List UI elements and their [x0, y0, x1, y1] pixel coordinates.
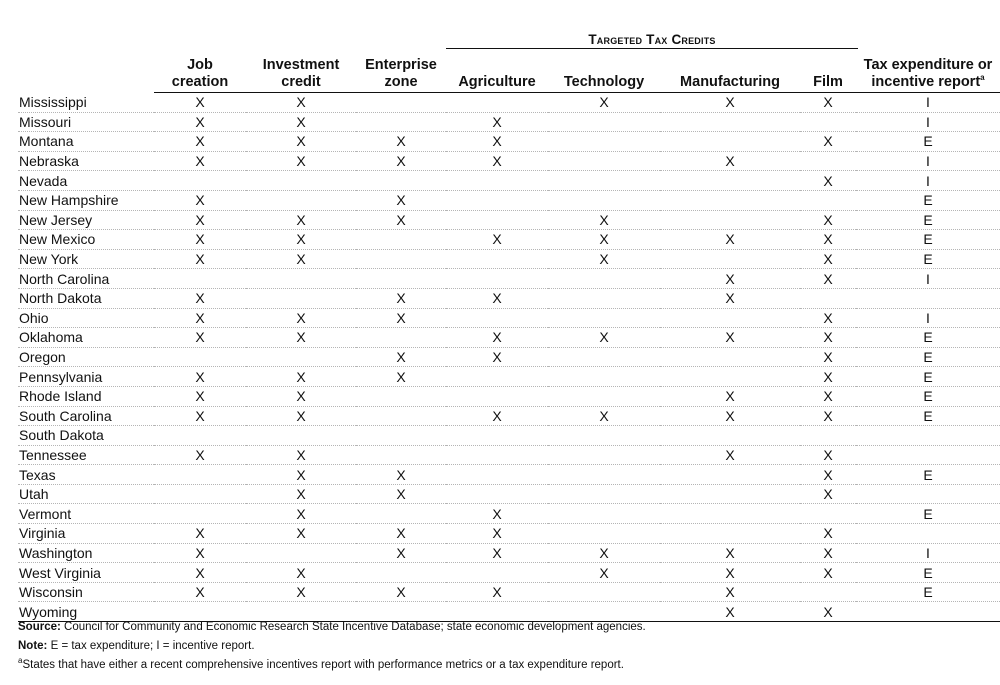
cell-manufacturing — [660, 426, 800, 446]
cell-enterprise-zone: X — [356, 190, 446, 210]
table-row — [18, 210, 1000, 230]
table-row — [18, 112, 1000, 132]
state-name-cell: Nebraska — [18, 151, 154, 171]
cell-report: I — [856, 543, 1000, 563]
cell-technology — [548, 367, 660, 387]
cell-investment-credit: X — [246, 132, 356, 152]
cell-enterprise-zone — [356, 93, 446, 113]
cell-manufacturing — [660, 210, 800, 230]
cell-enterprise-zone — [356, 328, 446, 348]
cell-investment-credit: X — [246, 210, 356, 230]
cell-technology: X — [548, 210, 660, 230]
state-name-cell: New Mexico — [18, 230, 154, 250]
cell-technology — [548, 308, 660, 328]
cell-report: I — [856, 93, 1000, 113]
legend-note — [18, 637, 988, 656]
cell-film: X — [800, 132, 856, 152]
state-name-cell: Ohio — [18, 308, 154, 328]
cell-job-creation — [154, 426, 246, 446]
cell-film: X — [800, 230, 856, 250]
cell-manufacturing: X — [660, 230, 800, 250]
cell-job-creation: X — [154, 230, 246, 250]
footnote — [18, 656, 988, 675]
cell-technology — [548, 347, 660, 367]
cell-enterprise-zone — [356, 269, 446, 289]
cell-agriculture: X — [446, 582, 548, 602]
cell-agriculture — [446, 308, 548, 328]
cell-report: E — [856, 347, 1000, 367]
cell-technology — [548, 151, 660, 171]
cell-technology: X — [548, 543, 660, 563]
cell-report: I — [856, 269, 1000, 289]
cell-job-creation: X — [154, 308, 246, 328]
header-job-creation — [154, 55, 246, 93]
cell-job-creation: X — [154, 386, 246, 406]
cell-film: X — [800, 484, 856, 504]
cell-manufacturing: X — [660, 93, 800, 113]
cell-agriculture: X — [446, 504, 548, 524]
cell-job-creation — [154, 504, 246, 524]
header-report-line1: Tax expenditure or — [863, 57, 993, 73]
state-name-cell: Tennessee — [18, 445, 154, 465]
cell-technology — [548, 112, 660, 132]
cell-investment-credit: X — [246, 328, 356, 348]
table-row — [18, 563, 1000, 583]
cell-job-creation — [154, 484, 246, 504]
cell-technology — [548, 504, 660, 524]
state-name-cell: Vermont — [18, 504, 154, 524]
cell-job-creation — [154, 465, 246, 485]
state-name-cell: Montana — [18, 132, 154, 152]
cell-agriculture — [446, 465, 548, 485]
footnote-text: States that have either a recent comprehensive incentives report with performance metrics or a tax expenditure report. — [22, 659, 624, 671]
cell-job-creation: X — [154, 543, 246, 563]
table-row — [18, 151, 1000, 171]
cell-manufacturing — [660, 504, 800, 524]
cell-report: E — [856, 386, 1000, 406]
source-label: Source: — [18, 621, 61, 633]
cell-manufacturing — [660, 171, 800, 191]
cell-investment-credit: X — [246, 563, 356, 583]
cell-job-creation: X — [154, 328, 246, 348]
cell-enterprise-zone — [356, 426, 446, 446]
header-job-creation-line1: Job — [187, 57, 213, 73]
table-row — [18, 190, 1000, 210]
state-name-cell: New Jersey — [18, 210, 154, 230]
cell-manufacturing: X — [660, 288, 800, 308]
cell-film: X — [800, 406, 856, 426]
state-name-cell: South Dakota — [18, 426, 154, 446]
cell-film: X — [800, 602, 856, 622]
cell-film: X — [800, 543, 856, 563]
state-name-cell: Rhode Island — [18, 386, 154, 406]
cell-report — [856, 484, 1000, 504]
cell-investment-credit: X — [246, 367, 356, 387]
cell-job-creation: X — [154, 112, 246, 132]
state-name-cell: West Virginia — [18, 563, 154, 583]
source-text: Council for Community and Economic Research State Incentive Database; state economic development agencies. — [60, 621, 646, 633]
header-report — [856, 55, 1000, 93]
cell-technology: X — [548, 406, 660, 426]
cell-manufacturing — [660, 347, 800, 367]
cell-investment-credit — [246, 190, 356, 210]
header-job-creation-line2: creation — [171, 74, 229, 90]
cell-agriculture — [446, 210, 548, 230]
cell-manufacturing — [660, 367, 800, 387]
table-row — [18, 426, 1000, 446]
table-row — [18, 504, 1000, 524]
cell-enterprise-zone: X — [356, 367, 446, 387]
state-name-cell: Mississippi — [18, 93, 154, 113]
note-label: Note: — [18, 640, 48, 652]
table-row — [18, 445, 1000, 465]
cell-manufacturing: X — [660, 406, 800, 426]
cell-report: I — [856, 151, 1000, 171]
header-technology: Technology — [548, 55, 660, 93]
cell-agriculture: X — [446, 112, 548, 132]
cell-technology — [548, 426, 660, 446]
cell-enterprise-zone: X — [356, 484, 446, 504]
table-header-row — [18, 55, 1000, 93]
table-row — [18, 328, 1000, 348]
table-row — [18, 347, 1000, 367]
cell-enterprise-zone: X — [356, 210, 446, 230]
cell-agriculture: X — [446, 524, 548, 544]
cell-investment-credit — [246, 543, 356, 563]
state-name-cell: Texas — [18, 465, 154, 485]
source-note — [18, 618, 988, 637]
header-enterprise-zone-line2: zone — [384, 74, 418, 90]
cell-film — [800, 151, 856, 171]
cell-report: E — [856, 504, 1000, 524]
cell-manufacturing: X — [660, 543, 800, 563]
cell-report: E — [856, 406, 1000, 426]
cell-film: X — [800, 171, 856, 191]
cell-film — [800, 190, 856, 210]
cell-technology — [548, 171, 660, 191]
state-name-cell: Missouri — [18, 112, 154, 132]
cell-report: I — [856, 171, 1000, 191]
cell-enterprise-zone — [356, 563, 446, 583]
cell-film: X — [800, 524, 856, 544]
cell-job-creation: X — [154, 524, 246, 544]
cell-agriculture: X — [446, 406, 548, 426]
cell-investment-credit: X — [246, 112, 356, 132]
cell-report — [856, 524, 1000, 544]
table-row — [18, 93, 1000, 113]
cell-manufacturing: X — [660, 151, 800, 171]
cell-investment-credit: X — [246, 386, 356, 406]
cell-investment-credit: X — [246, 151, 356, 171]
cell-agriculture — [446, 190, 548, 210]
cell-manufacturing — [660, 190, 800, 210]
cell-agriculture — [446, 171, 548, 191]
cell-investment-credit — [246, 269, 356, 289]
cell-manufacturing: X — [660, 328, 800, 348]
cell-agriculture — [446, 445, 548, 465]
table-row — [18, 543, 1000, 563]
cell-manufacturing — [660, 132, 800, 152]
header-report-line2: incentive report — [871, 74, 981, 90]
table-row — [18, 484, 1000, 504]
cell-film — [800, 582, 856, 602]
cell-agriculture — [446, 484, 548, 504]
cell-manufacturing: X — [660, 386, 800, 406]
header-investment-credit-line2: credit — [281, 74, 321, 90]
cell-job-creation — [154, 347, 246, 367]
cell-film — [800, 504, 856, 524]
cell-agriculture — [446, 249, 548, 269]
cell-manufacturing: X — [660, 582, 800, 602]
cell-film: X — [800, 465, 856, 485]
cell-agriculture — [446, 367, 548, 387]
cell-job-creation: X — [154, 210, 246, 230]
cell-manufacturing — [660, 112, 800, 132]
targeted-tax-credits-header: Targeted Tax Credits — [588, 32, 716, 47]
cell-job-creation — [154, 269, 246, 289]
cell-investment-credit: X — [246, 504, 356, 524]
cell-report: E — [856, 582, 1000, 602]
cell-film: X — [800, 367, 856, 387]
cell-report — [856, 445, 1000, 465]
cell-job-creation — [154, 171, 246, 191]
cell-report: E — [856, 210, 1000, 230]
cell-investment-credit — [246, 347, 356, 367]
cell-enterprise-zone: X — [356, 288, 446, 308]
cell-investment-credit: X — [246, 93, 356, 113]
cell-report: E — [856, 190, 1000, 210]
cell-technology — [548, 190, 660, 210]
header-report-line2-wrap — [856, 74, 1000, 91]
table-row — [18, 465, 1000, 485]
cell-report: E — [856, 563, 1000, 583]
table-row — [18, 288, 1000, 308]
header-state — [18, 55, 154, 93]
cell-film: X — [800, 249, 856, 269]
cell-job-creation: X — [154, 132, 246, 152]
cell-enterprise-zone — [356, 406, 446, 426]
state-name-cell: Wyoming — [18, 602, 154, 622]
state-name-cell: Oregon — [18, 347, 154, 367]
cell-technology — [548, 524, 660, 544]
header-report-footnote-marker: a — [980, 73, 985, 83]
cell-investment-credit: X — [246, 406, 356, 426]
cell-report: I — [856, 308, 1000, 328]
cell-technology: X — [548, 249, 660, 269]
cell-manufacturing: X — [660, 602, 800, 622]
state-name-cell: Nevada — [18, 171, 154, 191]
cell-enterprise-zone: X — [356, 347, 446, 367]
table-row — [18, 132, 1000, 152]
header-enterprise-zone-line1: Enterprise — [365, 57, 437, 73]
cell-investment-credit: X — [246, 524, 356, 544]
cell-investment-credit — [246, 171, 356, 191]
cell-enterprise-zone — [356, 171, 446, 191]
cell-film: X — [800, 563, 856, 583]
header-enterprise-zone — [356, 55, 446, 93]
cell-agriculture — [446, 93, 548, 113]
cell-film: X — [800, 93, 856, 113]
state-name-cell: Wisconsin — [18, 582, 154, 602]
table-row — [18, 367, 1000, 387]
cell-investment-credit: X — [246, 582, 356, 602]
cell-job-creation: X — [154, 288, 246, 308]
cell-investment-credit — [246, 288, 356, 308]
cell-investment-credit: X — [246, 249, 356, 269]
cell-technology: X — [548, 563, 660, 583]
cell-agriculture: X — [446, 288, 548, 308]
cell-enterprise-zone: X — [356, 543, 446, 563]
cell-agriculture: X — [446, 151, 548, 171]
cell-technology — [548, 445, 660, 465]
cell-technology — [548, 582, 660, 602]
cell-enterprise-zone: X — [356, 132, 446, 152]
state-name-cell: Oklahoma — [18, 328, 154, 348]
cell-manufacturing — [660, 308, 800, 328]
cell-investment-credit: X — [246, 230, 356, 250]
cell-film — [800, 288, 856, 308]
cell-investment-credit: X — [246, 484, 356, 504]
cell-enterprise-zone: X — [356, 524, 446, 544]
cell-agriculture — [446, 563, 548, 583]
cell-film: X — [800, 445, 856, 465]
cell-report: E — [856, 367, 1000, 387]
state-name-cell: Washington — [18, 543, 154, 563]
incentives-table — [18, 55, 1000, 622]
cell-agriculture — [446, 269, 548, 289]
state-name-cell: New Hampshire — [18, 190, 154, 210]
cell-film: X — [800, 308, 856, 328]
state-name-cell: North Dakota — [18, 288, 154, 308]
table-row — [18, 308, 1000, 328]
table-row — [18, 230, 1000, 250]
header-manufacturing: Manufacturing — [660, 55, 800, 93]
cell-technology — [548, 269, 660, 289]
table-row — [18, 582, 1000, 602]
header-investment-credit — [246, 55, 356, 93]
cell-enterprise-zone — [356, 445, 446, 465]
state-name-cell: Virginia — [18, 524, 154, 544]
cell-agriculture: X — [446, 347, 548, 367]
cell-report: I — [856, 112, 1000, 132]
cell-film: X — [800, 347, 856, 367]
cell-report: E — [856, 230, 1000, 250]
cell-manufacturing: X — [660, 445, 800, 465]
cell-technology — [548, 484, 660, 504]
cell-film — [800, 112, 856, 132]
cell-manufacturing — [660, 484, 800, 504]
cell-film — [800, 426, 856, 446]
cell-job-creation: X — [154, 93, 246, 113]
header-agriculture: Agriculture — [446, 55, 548, 93]
cell-report: E — [856, 132, 1000, 152]
cell-film: X — [800, 386, 856, 406]
cell-technology — [548, 386, 660, 406]
cell-report: E — [856, 328, 1000, 348]
cell-manufacturing — [660, 465, 800, 485]
cell-manufacturing: X — [660, 563, 800, 583]
cell-job-creation: X — [154, 406, 246, 426]
cell-manufacturing: X — [660, 269, 800, 289]
cell-enterprise-zone — [356, 230, 446, 250]
table-row — [18, 386, 1000, 406]
cell-film: X — [800, 210, 856, 230]
cell-manufacturing — [660, 524, 800, 544]
header-investment-credit-line1: Investment — [262, 57, 340, 73]
cell-enterprise-zone — [356, 504, 446, 524]
header-film: Film — [800, 55, 856, 93]
cell-enterprise-zone: X — [356, 308, 446, 328]
state-name-cell: South Carolina — [18, 406, 154, 426]
cell-enterprise-zone: X — [356, 465, 446, 485]
note-text: E = tax expenditure; I = incentive report. — [47, 640, 255, 652]
table-row — [18, 406, 1000, 426]
cell-report: E — [856, 249, 1000, 269]
cell-enterprise-zone — [356, 386, 446, 406]
table-notes — [18, 618, 988, 675]
cell-film: X — [800, 269, 856, 289]
cell-agriculture: X — [446, 132, 548, 152]
state-name-cell: North Carolina — [18, 269, 154, 289]
cell-technology: X — [548, 328, 660, 348]
table-body — [18, 93, 1000, 622]
cell-enterprise-zone: X — [356, 151, 446, 171]
cell-technology — [548, 288, 660, 308]
cell-technology: X — [548, 230, 660, 250]
cell-agriculture — [446, 426, 548, 446]
cell-job-creation: X — [154, 249, 246, 269]
cell-agriculture: X — [446, 328, 548, 348]
table-row — [18, 524, 1000, 544]
cell-report — [856, 288, 1000, 308]
cell-investment-credit: X — [246, 445, 356, 465]
cell-job-creation: X — [154, 563, 246, 583]
cell-agriculture: X — [446, 230, 548, 250]
cell-report — [856, 426, 1000, 446]
table-row — [18, 249, 1000, 269]
cell-job-creation: X — [154, 445, 246, 465]
cell-agriculture: X — [446, 543, 548, 563]
cell-enterprise-zone — [356, 112, 446, 132]
cell-investment-credit — [246, 426, 356, 446]
state-name-cell: Pennsylvania — [18, 367, 154, 387]
cell-job-creation: X — [154, 582, 246, 602]
table-row — [18, 171, 1000, 191]
table-row — [18, 269, 1000, 289]
cell-investment-credit: X — [246, 308, 356, 328]
cell-enterprise-zone — [356, 249, 446, 269]
cell-manufacturing — [660, 249, 800, 269]
cell-job-creation: X — [154, 151, 246, 171]
state-name-cell: New York — [18, 249, 154, 269]
cell-job-creation: X — [154, 367, 246, 387]
group-header-rule — [446, 48, 858, 49]
footnote-marker: a — [18, 656, 23, 666]
cell-job-creation: X — [154, 190, 246, 210]
cell-technology: X — [548, 93, 660, 113]
cell-enterprise-zone: X — [356, 582, 446, 602]
cell-investment-credit: X — [246, 465, 356, 485]
state-name-cell: Utah — [18, 484, 154, 504]
cell-agriculture — [446, 386, 548, 406]
cell-film: X — [800, 328, 856, 348]
cell-report: E — [856, 465, 1000, 485]
cell-technology — [548, 465, 660, 485]
cell-technology — [548, 132, 660, 152]
